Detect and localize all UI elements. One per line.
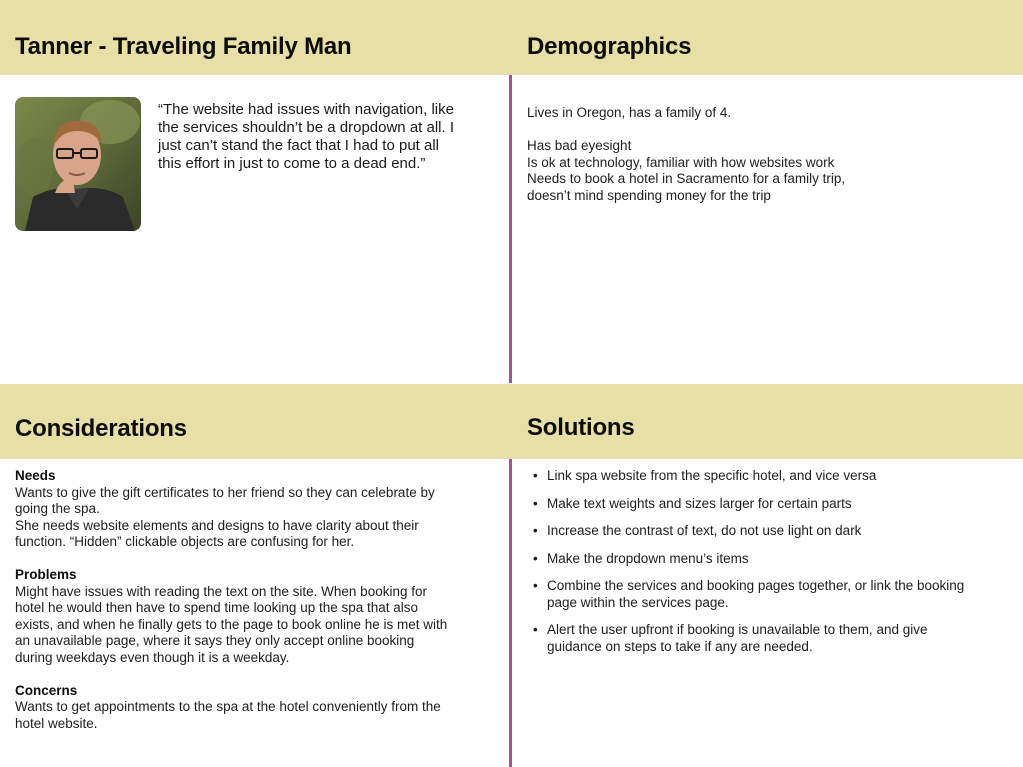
vertical-divider-bottom [509,459,512,767]
solution-text: Make the dropdown menu’s items [547,550,749,566]
persona-quote: “The website had issues with navigation, like the services shouldn’t be a dropdown at all. I just can’t stand the fact that I had to put all this effort in just to come to a dead end.” [158,101,455,172]
concerns-label: Concerns [15,682,78,698]
demographics-text [527,105,907,204]
concerns-section [15,683,455,733]
demographics-line: doesn’t mind spending money for the trip [527,187,771,203]
solutions-list [533,468,973,666]
solution-item [533,578,973,611]
solution-item [533,523,973,540]
solution-text: Alert the user upfront if booking is unavailable to them, and give guidance on steps to take if any are needed. [547,622,928,654]
demographics-line: Lives in Oregon, has a family of 4. [527,105,732,120]
needs-label: Needs [15,468,56,483]
solution-item [533,551,973,568]
demographics-line: Needs to book a hotel in Sacramento for a family trip, [527,171,846,186]
problems-section [15,567,455,666]
solution-text: Link spa website from the specific hotel, and vice versa [547,468,877,483]
solution-text: Increase the contrast of text, do not use light on dark [547,523,862,538]
person-portrait-icon [15,97,141,231]
demographics-line: Has bad eyesight [527,138,632,153]
persona-title: Tanner - Traveling Family Man [15,33,352,60]
solution-item [533,496,973,513]
problems-text: Might have issues with reading the text on the site. When booking for hotel he would then have to spend time looking up the spa that also exists, and when he finally gets to the page to book online he is met with an unavailable page, where it says they only accept online booking during weekdays even though it is a weekday. [15,583,448,665]
concerns-text: Wants to get appointments to the spa at the hotel conveniently from the hotel website. [15,699,441,731]
problems-label: Problems [15,567,77,582]
solution-item [533,468,973,485]
demographics-title: Demographics [527,33,692,60]
needs-section [15,468,455,551]
solution-item [533,622,973,655]
bullet-icon: • [533,550,538,566]
bullet-icon: • [533,523,538,538]
bullet-icon: • [533,495,538,511]
persona-photo [15,97,141,231]
solution-text: Make text weights and sizes larger for certain parts [547,495,852,511]
solutions-title: Solutions [527,414,635,441]
vertical-divider-top [509,75,512,383]
considerations-content [15,468,455,749]
needs-text: She needs website elements and designs to have clarity about their function. “Hidden” clickable objects are confusing for her. [15,517,419,549]
needs-text: Wants to give the gift certificates to her friend so they can celebrate by going the spa. [15,484,435,516]
demographics-line: Is ok at technology, familiar with how websites work [527,154,835,170]
bullet-icon: • [533,578,538,593]
bullet-icon: • [533,468,538,483]
solution-text: Combine the services and booking pages together, or link the booking page within the services page. [547,578,965,610]
considerations-title: Considerations [15,415,187,442]
bullet-icon: • [533,622,538,637]
